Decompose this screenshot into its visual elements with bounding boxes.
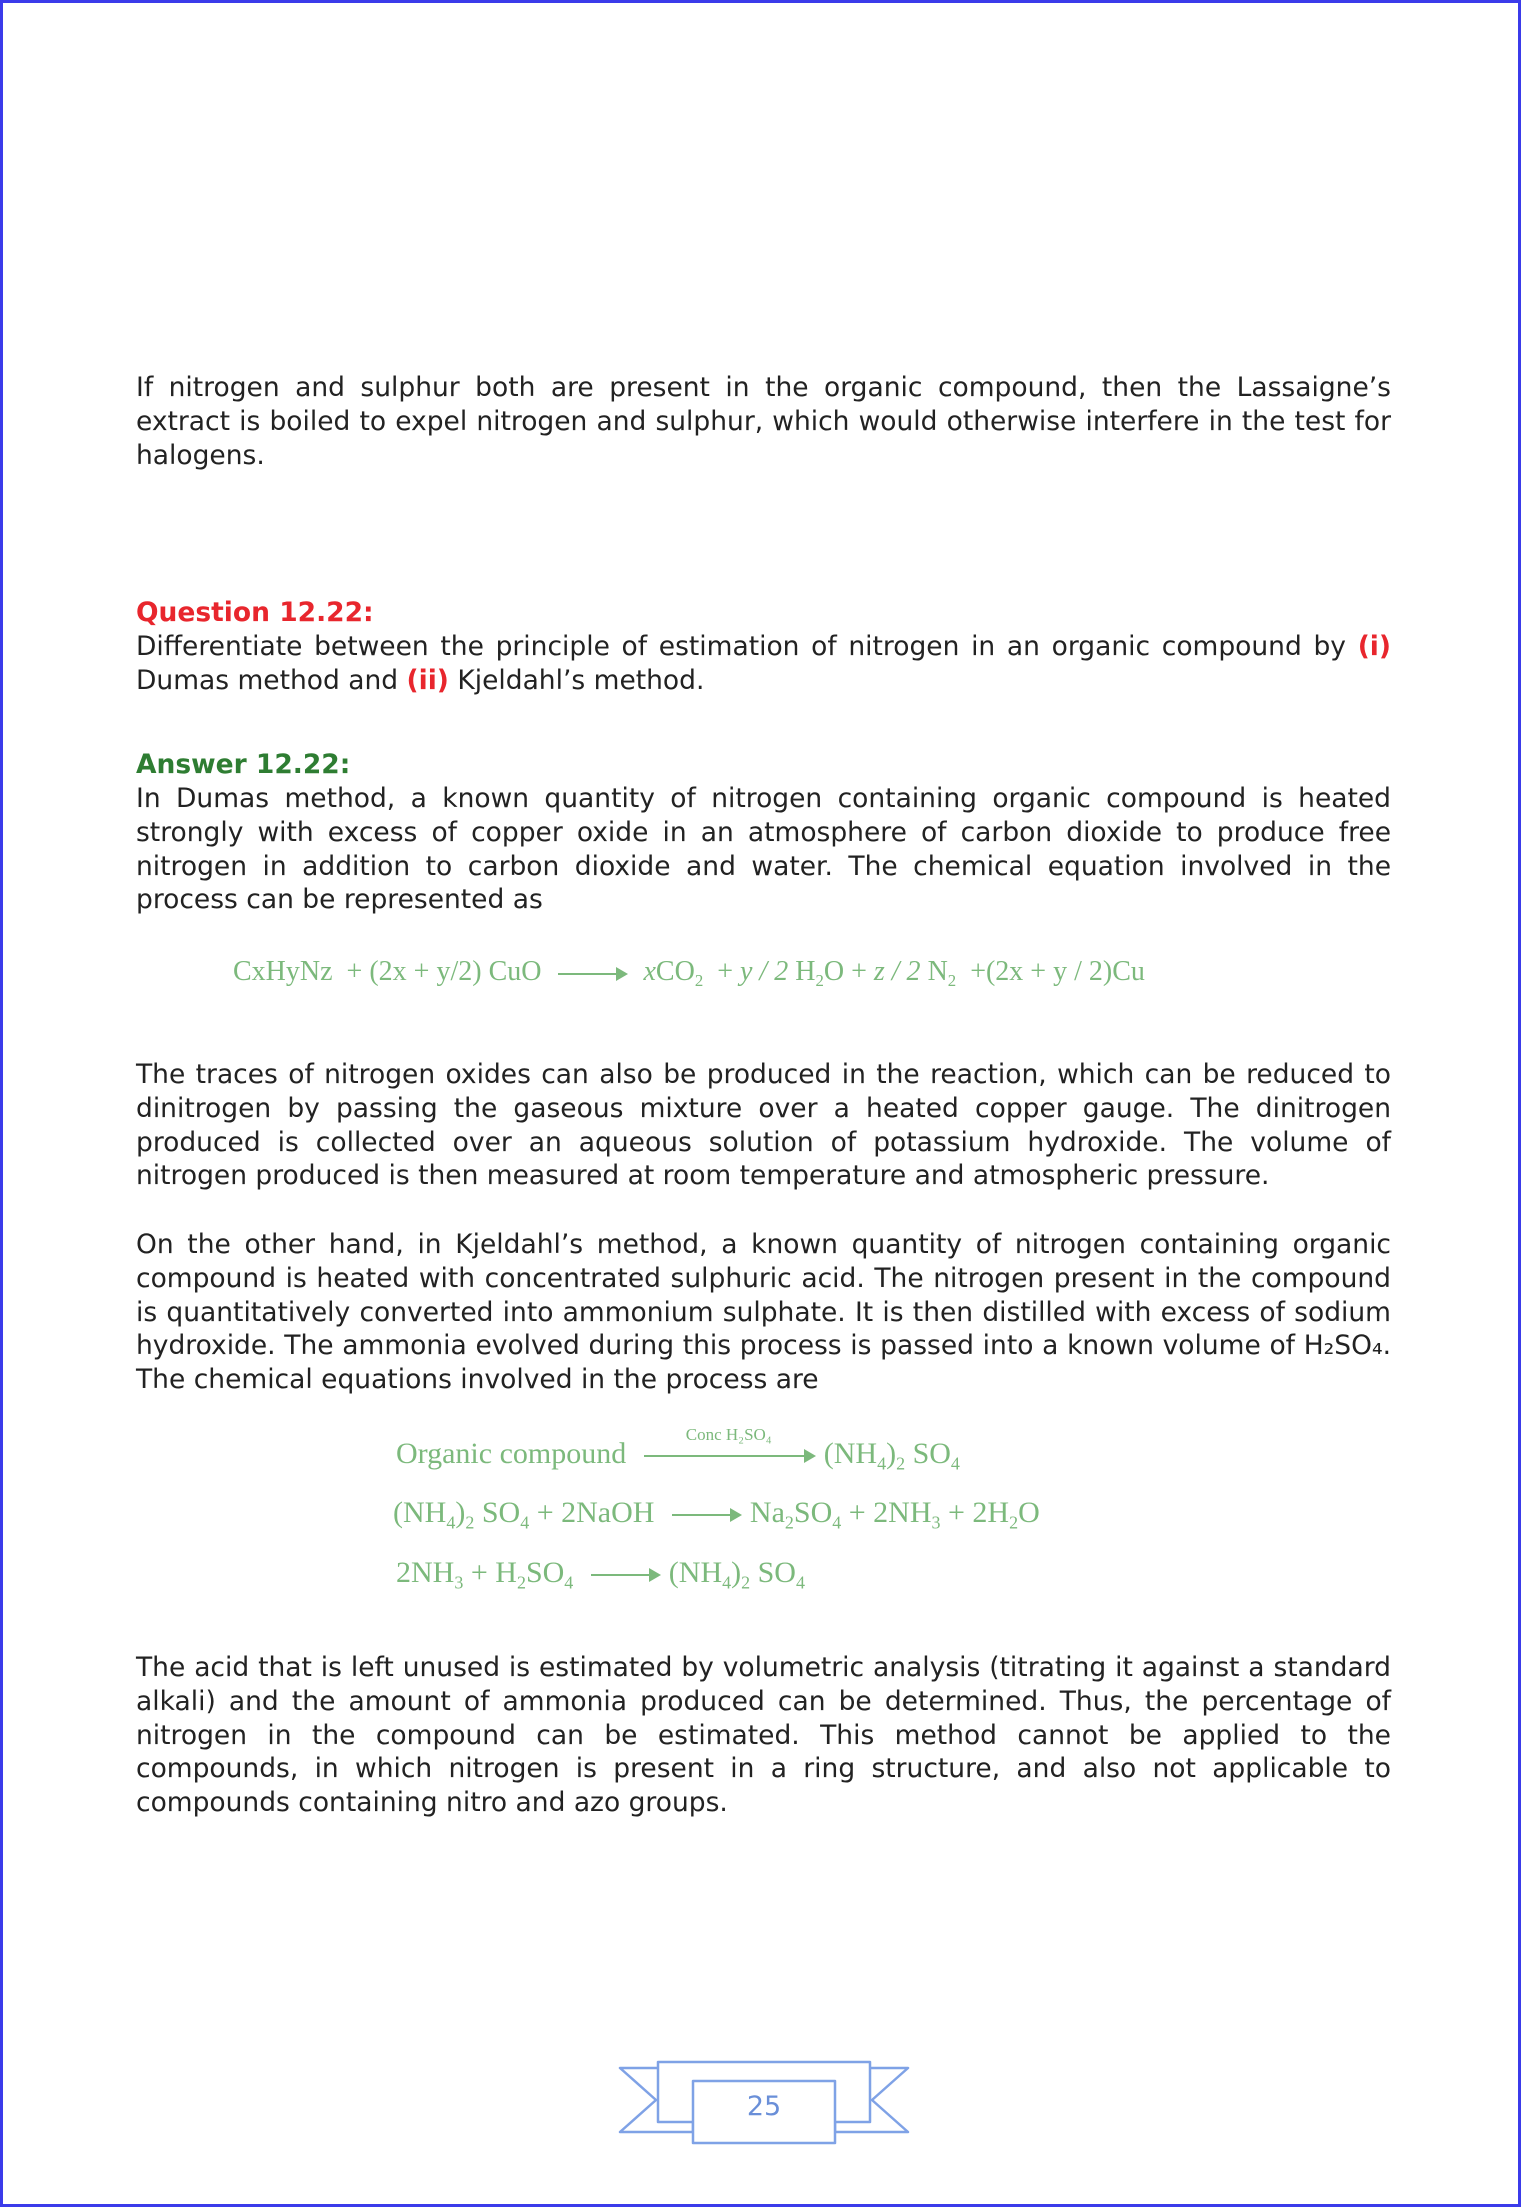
question-text-part2: Dumas method and: [136, 664, 407, 696]
dumas-product2-coefficient: y / 2: [740, 956, 789, 987]
kjeldahl2-product3-tail: O: [1018, 1496, 1040, 1529]
question-marker-i: (i): [1357, 631, 1391, 662]
kjeldahl2-reactant1-tail: SO: [474, 1496, 521, 1529]
dumas-product2-tail: O: [823, 956, 845, 987]
reaction-arrow-icon: [591, 1574, 659, 1576]
kjeldahl3-reactant2: + H: [463, 1556, 517, 1589]
dumas-reactant-1: CxHyNz: [233, 956, 333, 987]
page-number: 25: [746, 2091, 782, 2122]
answer-heading-text: Answer 12.22:: [136, 749, 351, 780]
question-heading-text: Question 12.22:: [136, 597, 374, 628]
dumas-equation: [233, 956, 1145, 988]
kjeldahl2-reactant2: + 2NaOH: [529, 1496, 655, 1529]
bracket: ): [886, 1437, 897, 1470]
kjeldahl3-product: (NH: [668, 1556, 723, 1589]
plus-sign: +: [346, 956, 363, 987]
dumas-product2: H: [795, 956, 816, 987]
subscript: 2: [784, 1512, 794, 1533]
subscript: 2: [465, 1512, 475, 1533]
kjeldahl1-product-tail: SO: [905, 1437, 951, 1470]
question-text-part3: Kjeldahl’s method.: [448, 664, 705, 696]
kjeldahl2-product1: Na: [749, 1496, 785, 1529]
bracket: ): [455, 1496, 466, 1529]
subscript: 3: [931, 1512, 941, 1533]
plus-sign: +: [970, 956, 986, 987]
reaction-arrow-icon: [672, 1514, 740, 1516]
answer-paragraph-4: The acid that is left unused is estimated by volumetric analysis (titrating it against a standard alkali) and the amount of ammonia produced can be determined. Thus, the percentage of nitrogen in the compound can be estimated. This method cannot be applied to the compounds, in which nitrogen is present in a ring structure, and also not applicable to compounds containing nitro and azo groups.: [136, 1652, 1391, 1819]
question-text-part1: Differentiate between the principle of estimation of nitrogen in an organic compound by: [136, 631, 1358, 662]
subscript: 2: [815, 970, 824, 990]
kjeldahl1-product: (NH: [823, 1437, 878, 1470]
subscript: 2: [741, 1572, 751, 1593]
kjeldahl3-reactant1: 2NH: [396, 1556, 455, 1589]
plus-sign: +: [717, 956, 733, 987]
kjeldahl2-product2: + 2NH: [841, 1496, 932, 1529]
subscript: 4: [564, 1572, 574, 1593]
subscript: 2: [947, 970, 957, 990]
arrow-condition-label: Conc H₂SO₄: [685, 1425, 772, 1445]
subscript: 2: [516, 1572, 526, 1593]
subscript: 4: [722, 1572, 732, 1593]
answer-paragraph-2: The traces of nitrogen oxides can also be produced in the reaction, which can be reduced to dinitrogen by passing the gaseous mixture over a heated copper gauge. The dinitrogen produced is collected over an aqueous solution of potassium hydroxide. The volume of nitrogen produced is then measured at room temperature and atmospheric pressure.: [136, 1059, 1391, 1192]
dumas-product1: CO: [655, 956, 695, 987]
question-heading: [136, 596, 1391, 630]
subscript: 4: [950, 1453, 960, 1474]
subscript: 2: [694, 970, 704, 990]
kjeldahl-equation-1: [396, 1425, 960, 1474]
answer-paragraph-3: On the other hand, in Kjeldahl’s method, a known quantity of nitrogen containing organic compound is heated with concentrated sulphuric acid. The nitrogen present in the compound is quantitatively converted into ammonium sulphate. It is then distilled with excess of sodium hydroxide. The ammonia evolved during this process is passed into a known volume of H₂SO₄. The chemical equations involved in the process are: [136, 1229, 1391, 1396]
intro-paragraph: If nitrogen and sulphur both are present in the organic compound, then the Lassaigne’s extract is boiled to expel nitrogen and sulphur, which would otherwise interfere in the test for halogens.: [136, 372, 1391, 471]
dumas-product3-coefficient: z / 2: [873, 956, 921, 987]
subscript: 3: [454, 1572, 464, 1593]
subscript: 4: [795, 1572, 805, 1593]
answer-heading: [136, 748, 1391, 782]
reaction-arrow-icon: [644, 1425, 814, 1457]
plus-sign: +: [851, 956, 867, 987]
subscript: 4: [520, 1512, 530, 1533]
dumas-product1-coefficient: x: [643, 956, 656, 987]
kjeldahl-equation-3: [396, 1556, 805, 1593]
kjeldahl2-product3: + 2H: [940, 1496, 1010, 1529]
kjeldahl-equation-2: [393, 1496, 1040, 1533]
kjeldahl2-product1-tail: SO: [793, 1496, 833, 1529]
question-marker-ii: (ii): [406, 664, 449, 696]
subscript: 4: [446, 1512, 456, 1533]
kjeldahl3-product-tail: SO: [750, 1556, 796, 1589]
question-text: [136, 630, 1391, 698]
answer-paragraph-1: In Dumas method, a known quantity of nitrogen containing organic compound is heated strongly with excess of copper oxide in an atmosphere of carbon dioxide to produce free nitrogen in addition to carbon dioxide and water. The chemical equation involved in the process can be represented as: [136, 783, 1391, 916]
subscript: 2: [1009, 1512, 1019, 1533]
subscript: 4: [832, 1512, 842, 1533]
dumas-product4: (2x + y / 2)Cu: [985, 956, 1145, 987]
subscript: 2: [896, 1453, 906, 1474]
kjeldahl2-reactant1: (NH: [393, 1496, 447, 1529]
reaction-arrow-icon: [558, 973, 626, 975]
bracket: ): [731, 1556, 742, 1589]
subscript: 4: [877, 1453, 887, 1474]
kjeldahl3-reactant2-tail: SO: [525, 1556, 565, 1589]
dumas-reactant-2: (2x + y/2) CuO: [369, 956, 542, 987]
dumas-product3: N: [927, 956, 948, 987]
kjeldahl1-reactant: Organic compound: [396, 1437, 627, 1470]
